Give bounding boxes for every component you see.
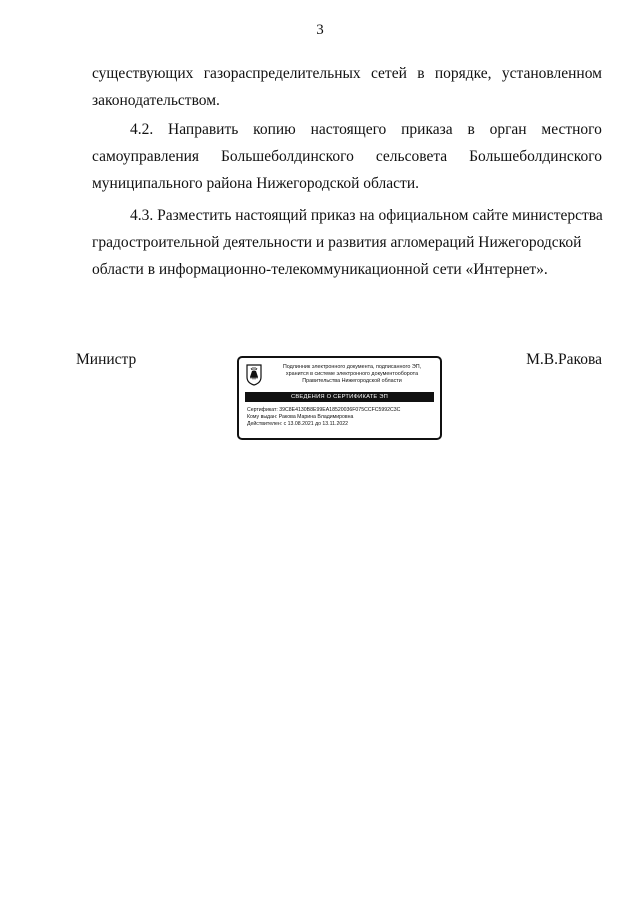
- paragraph-line: [92, 116, 602, 143]
- validity-label: Действителен:: [247, 421, 283, 428]
- certificate-row: [247, 407, 400, 414]
- paragraph-4-3: [92, 202, 602, 283]
- stamp-header-line: хранится в системе электронного документооборота: [285, 371, 419, 377]
- word: Направить: [168, 121, 239, 138]
- paragraph-line: области в информационно-телекоммуникационной сети «Интернет».: [92, 261, 548, 278]
- paragraph-line: 4.3. Разместить настоящий приказ на официальном сайте министерства: [130, 207, 603, 224]
- issued-to-value: Ракова Марина Владимировна: [278, 414, 354, 421]
- word: самоуправления: [92, 148, 200, 165]
- validity-row: [247, 421, 400, 428]
- coat-of-arms-deer-icon: [246, 364, 262, 386]
- stamp-header: [267, 364, 437, 385]
- paragraph-line: градостроительной деятельности и развития агломераций Нижегородской: [92, 234, 582, 251]
- word: сетей: [370, 65, 407, 82]
- word: газораспределительных: [203, 65, 361, 82]
- word: порядке,: [434, 65, 492, 82]
- issued-to-label: Кому выдан:: [247, 414, 278, 421]
- word: местного: [541, 121, 602, 138]
- word: 4.2.: [130, 121, 154, 138]
- word: существующих: [92, 65, 194, 82]
- paragraph-line: законодательством.: [92, 92, 220, 109]
- certificate-label: Сертификат:: [247, 407, 278, 413]
- word: приказа: [401, 121, 453, 138]
- stamp-header-line: Подлинник электронного документа, подписанного ЭП,: [282, 364, 422, 370]
- word: Большеболдинского: [469, 148, 602, 165]
- signatory-title: Министр: [76, 351, 137, 368]
- paragraph-line: муниципального района Нижегородской области.: [92, 175, 419, 192]
- validity-value: с 13.08.2021 до 13.11.2022: [283, 421, 348, 428]
- word: сельсовета: [375, 148, 448, 165]
- word: в: [467, 121, 475, 138]
- word: Большеболдинского: [221, 148, 354, 165]
- paragraph-continuation: [92, 60, 602, 114]
- stamp-header-line: Правительства Нижегородской области: [302, 378, 402, 384]
- certificate-value: 39C8E4130B8E99EA18520036F075CCFC5992C3C: [279, 407, 401, 413]
- paragraph-4-2: [92, 116, 602, 197]
- word: в: [417, 65, 425, 82]
- word: установленном: [501, 65, 602, 82]
- word: орган: [489, 121, 527, 138]
- paragraph-line: [92, 143, 602, 170]
- certificate-details: [247, 407, 400, 429]
- word: копию: [253, 121, 296, 138]
- word: настоящего: [310, 121, 387, 138]
- page-number: 3: [316, 22, 324, 38]
- paragraph-line: [92, 60, 602, 87]
- signatory-name: М.В.Ракова: [526, 351, 602, 368]
- certificate-info-bar: СВЕДЕНИЯ О СЕРТИФИКАТЕ ЭП: [245, 392, 434, 402]
- electronic-signature-stamp: [237, 356, 442, 440]
